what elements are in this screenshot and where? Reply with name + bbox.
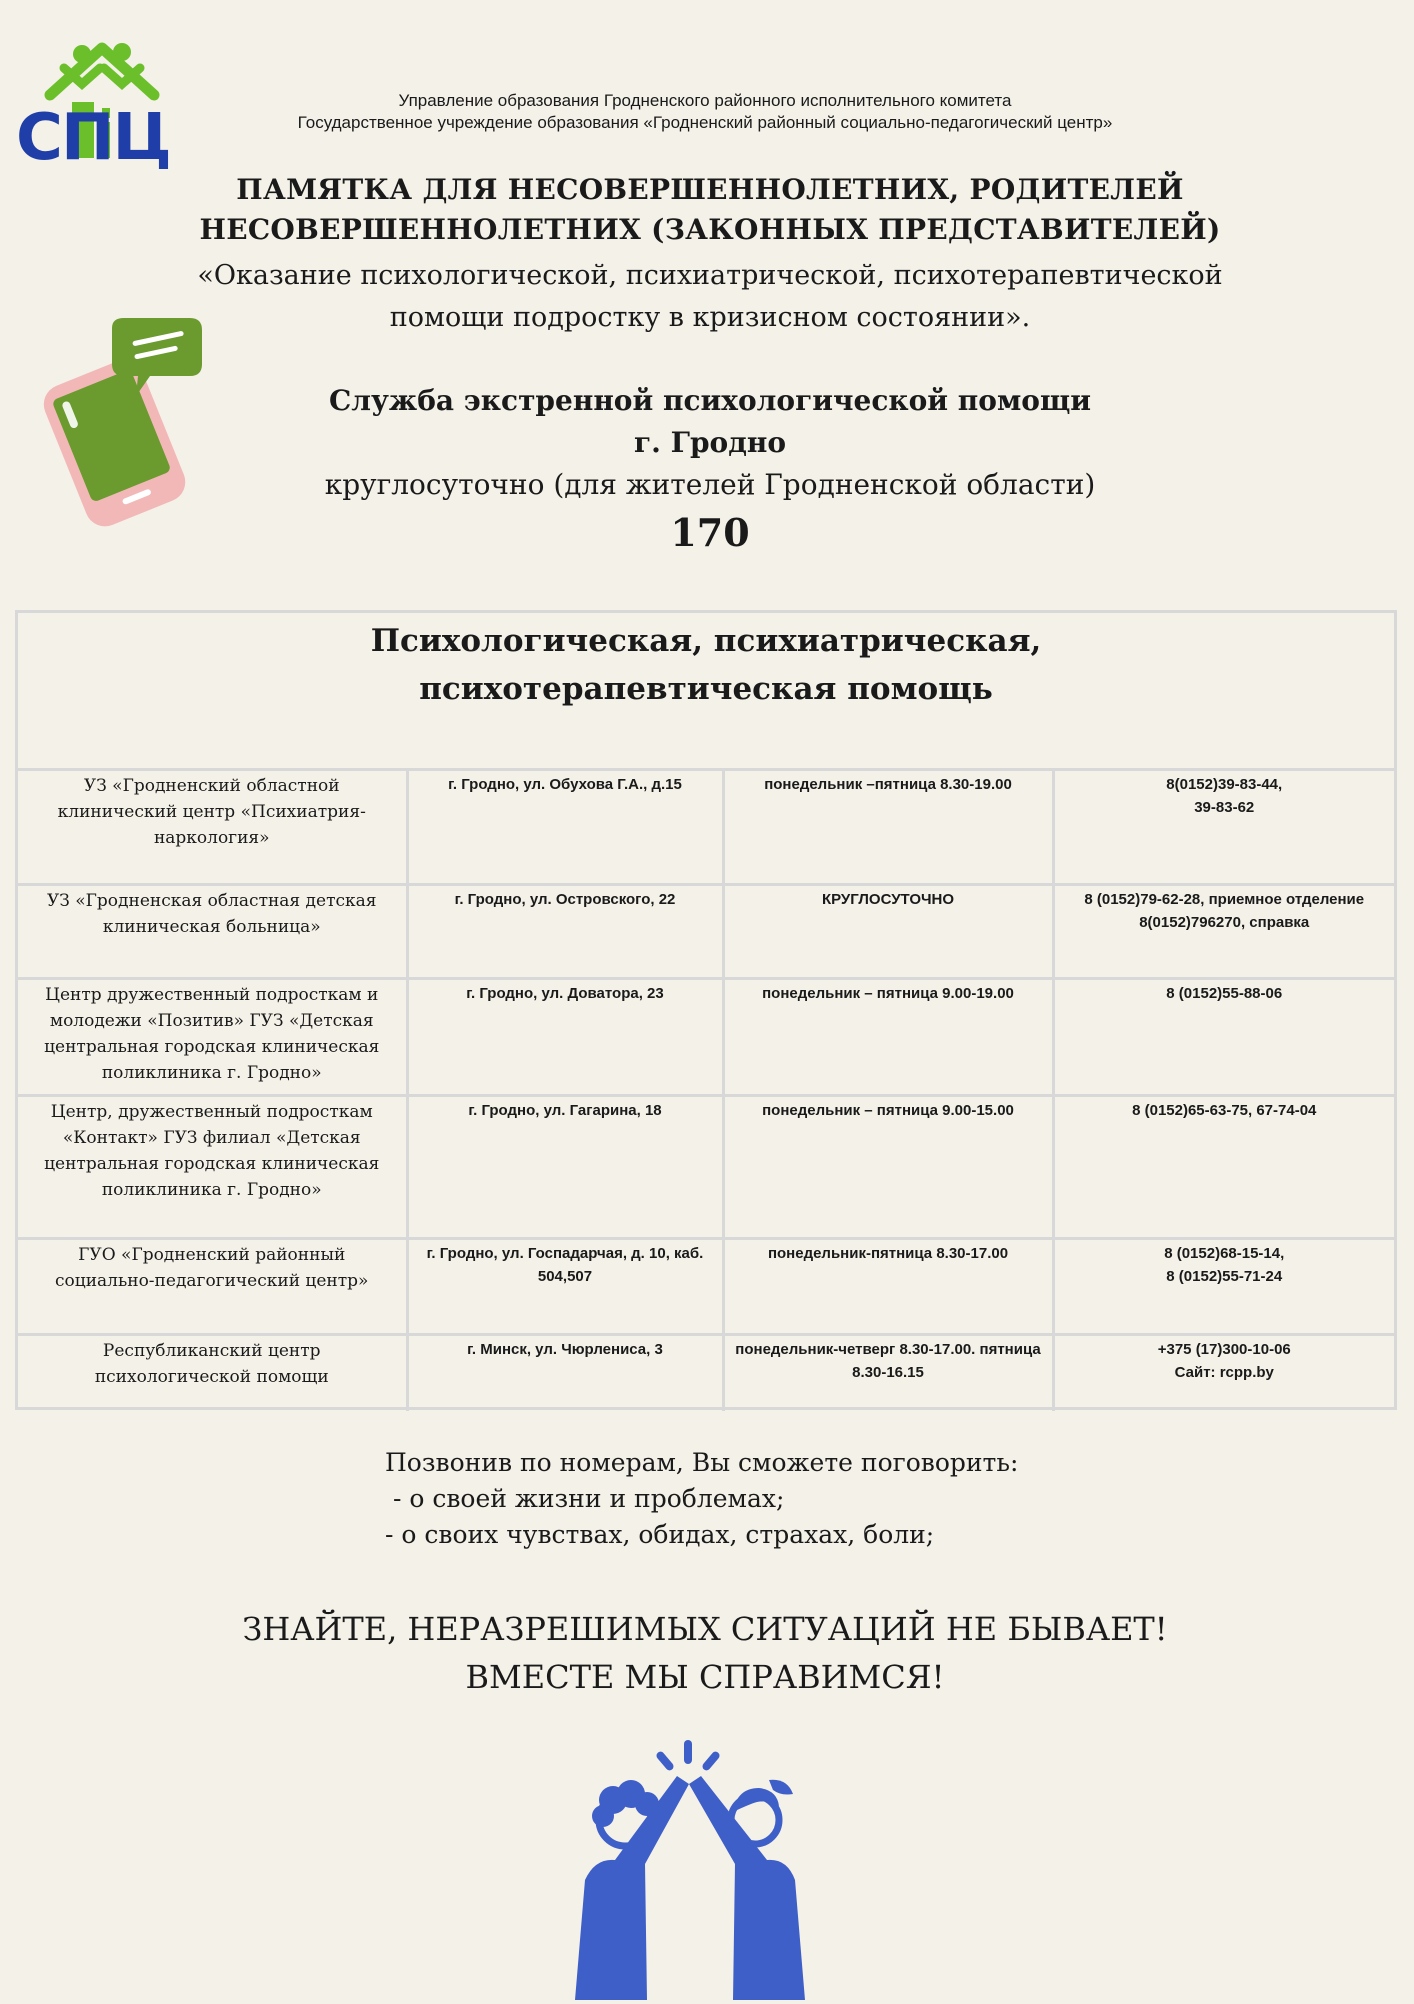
- phone-chat-icon: [40, 318, 210, 528]
- institution-address: г. Гродно, ул. Обухова Г.А., д.15: [407, 770, 723, 885]
- phone-line: 39-83-62: [1194, 799, 1255, 816]
- institution-name: Центр, дружественный подросткам «Контакт» ГУЗ филиал «Детская центральная городская клиническая поликлиника г. Гродно»: [18, 1096, 407, 1239]
- emergency-service-title: Служба экстренной психологической помощи: [328, 384, 1092, 417]
- phone-line: 8 (0152)55-88-06: [1166, 985, 1283, 1002]
- institution-address: г. Гродно, ул. Госпадарчая, д. 10, каб. 504,507: [407, 1239, 723, 1335]
- institution-phone: [1053, 979, 1394, 1096]
- institution-address: г. Гродно, ул. Гагарина, 18: [407, 1096, 723, 1239]
- table-row: [18, 1335, 1394, 1411]
- institution-hours: понедельник –пятница 8.30-19.00: [723, 770, 1053, 885]
- high-five-illustration: [555, 1740, 825, 2000]
- organization-header: [200, 90, 1210, 134]
- slogan-line-1: ЗНАЙТЕ, НЕРАЗРЕШИМЫХ СИТУАЦИЙ НЕ БЫВАЕТ!: [242, 1610, 1168, 1648]
- table-row: [18, 885, 1394, 979]
- call-topic-item: - о своих чувствах, обидах, страхах, боли;: [385, 1520, 935, 1549]
- call-topics: [385, 1445, 1085, 1553]
- institution-phone: [1053, 1239, 1394, 1335]
- phone-line: 8(0152)796270, справка: [1139, 914, 1310, 931]
- table-row: [18, 1096, 1394, 1239]
- title-line-1: ПАМЯТКА ДЛЯ НЕСОВЕРШЕННОЛЕТНИХ, РОДИТЕЛЕЙ: [236, 173, 1184, 206]
- title-line-2: НЕСОВЕРШЕННОЛЕТНИХ (ЗАКОННЫХ ПРЕДСТАВИТЕЛЕЙ): [199, 213, 1221, 246]
- subtitle-line-2: помощи подростку в кризисном состоянии».: [389, 302, 1031, 333]
- emergency-service-city: г. Гродно: [633, 426, 787, 459]
- institution-phone: [1053, 1335, 1394, 1411]
- table-title-line-1: Психологическая, психиатрическая,: [370, 623, 1042, 659]
- institution-phone: [1053, 770, 1394, 885]
- header-line-1: Управление образования Гродненского районного исполнительного комитета: [398, 91, 1012, 110]
- institution-hours: понедельник-пятница 8.30-17.00: [723, 1239, 1053, 1335]
- high-five-icon: [555, 1740, 825, 2000]
- institution-hours: понедельник – пятница 9.00-19.00: [723, 979, 1053, 1096]
- table-title: [18, 613, 1394, 713]
- call-topics-intro: Позвонив по номерам, Вы сможете поговорить:: [385, 1448, 1019, 1477]
- institution-address: г. Гродно, ул. Доватора, 23: [407, 979, 723, 1096]
- phone-line: +375 (17)300-10-06: [1157, 1341, 1291, 1358]
- services-grid: [18, 768, 1394, 1411]
- institution-name: Центр дружественный подросткам и молодежи «Позитив» ГУЗ «Детская центральная городская клиническая поликлиника г. Гродно»: [18, 979, 407, 1096]
- memo-subtitle: [120, 255, 1300, 339]
- phone-line: 8 (0152)68-15-14,: [1164, 1245, 1285, 1262]
- institution-hours: КРУГЛОСУТОЧНО: [723, 885, 1053, 979]
- institution-name: УЗ «Гродненский областной клинический центр «Психиатрия-наркология»: [18, 770, 407, 885]
- table-title-line-2: психотерапевтическая помощь: [419, 671, 993, 707]
- header-line-2: Государственное учреждение образования «Гродненский районный социально-педагогический центр»: [297, 113, 1113, 132]
- services-table: [15, 610, 1397, 1410]
- institution-hours: понедельник-четверг 8.30-17.00. пятница 8.30-16.15: [723, 1335, 1053, 1411]
- spc-logo: [14, 40, 214, 180]
- call-topic-item: - о своей жизни и проблемах;: [385, 1484, 785, 1513]
- phone-line: 8 (0152)79-62-28, приемное отделение: [1084, 891, 1365, 908]
- emergency-service-hours: круглосуточно (для жителей Гродненской области): [324, 468, 1096, 501]
- slogan: [150, 1605, 1260, 1701]
- institution-address: г. Гродно, ул. Островского, 22: [407, 885, 723, 979]
- phone-line: Сайт: rcpp.by: [1174, 1364, 1274, 1381]
- table-row: [18, 770, 1394, 885]
- institution-address: г. Минск, ул. Чюрлениса, 3: [407, 1335, 723, 1411]
- phone-line: 8 (0152)65-63-75, 67-74-04: [1132, 1102, 1317, 1119]
- table-row: [18, 979, 1394, 1096]
- logo-text: СПЦ: [16, 101, 170, 175]
- table-row: [18, 1239, 1394, 1335]
- institution-phone: [1053, 885, 1394, 979]
- institution-name: УЗ «Гродненская областная детская клиническая больница»: [18, 885, 407, 979]
- phone-line: 8(0152)39-83-44,: [1166, 776, 1283, 793]
- institution-phone: [1053, 1096, 1394, 1239]
- institution-hours: понедельник – пятница 9.00-15.00: [723, 1096, 1053, 1239]
- phone-line: 8 (0152)55-71-24: [1166, 1268, 1283, 1285]
- subtitle-line-1: «Оказание психологической, психиатрической, психотерапевтической: [197, 260, 1223, 291]
- emergency-phone-number: 170: [670, 510, 750, 555]
- slogan-line-2: ВМЕСТЕ МЫ СПРАВИМСЯ!: [465, 1658, 945, 1696]
- memo-title: [150, 170, 1270, 250]
- phone-chat-illustration: [40, 318, 210, 528]
- institution-name: ГУО «Гродненский районный социально-педагогический центр»: [18, 1239, 407, 1335]
- institution-name: Республиканский центр психологической помощи: [18, 1335, 407, 1411]
